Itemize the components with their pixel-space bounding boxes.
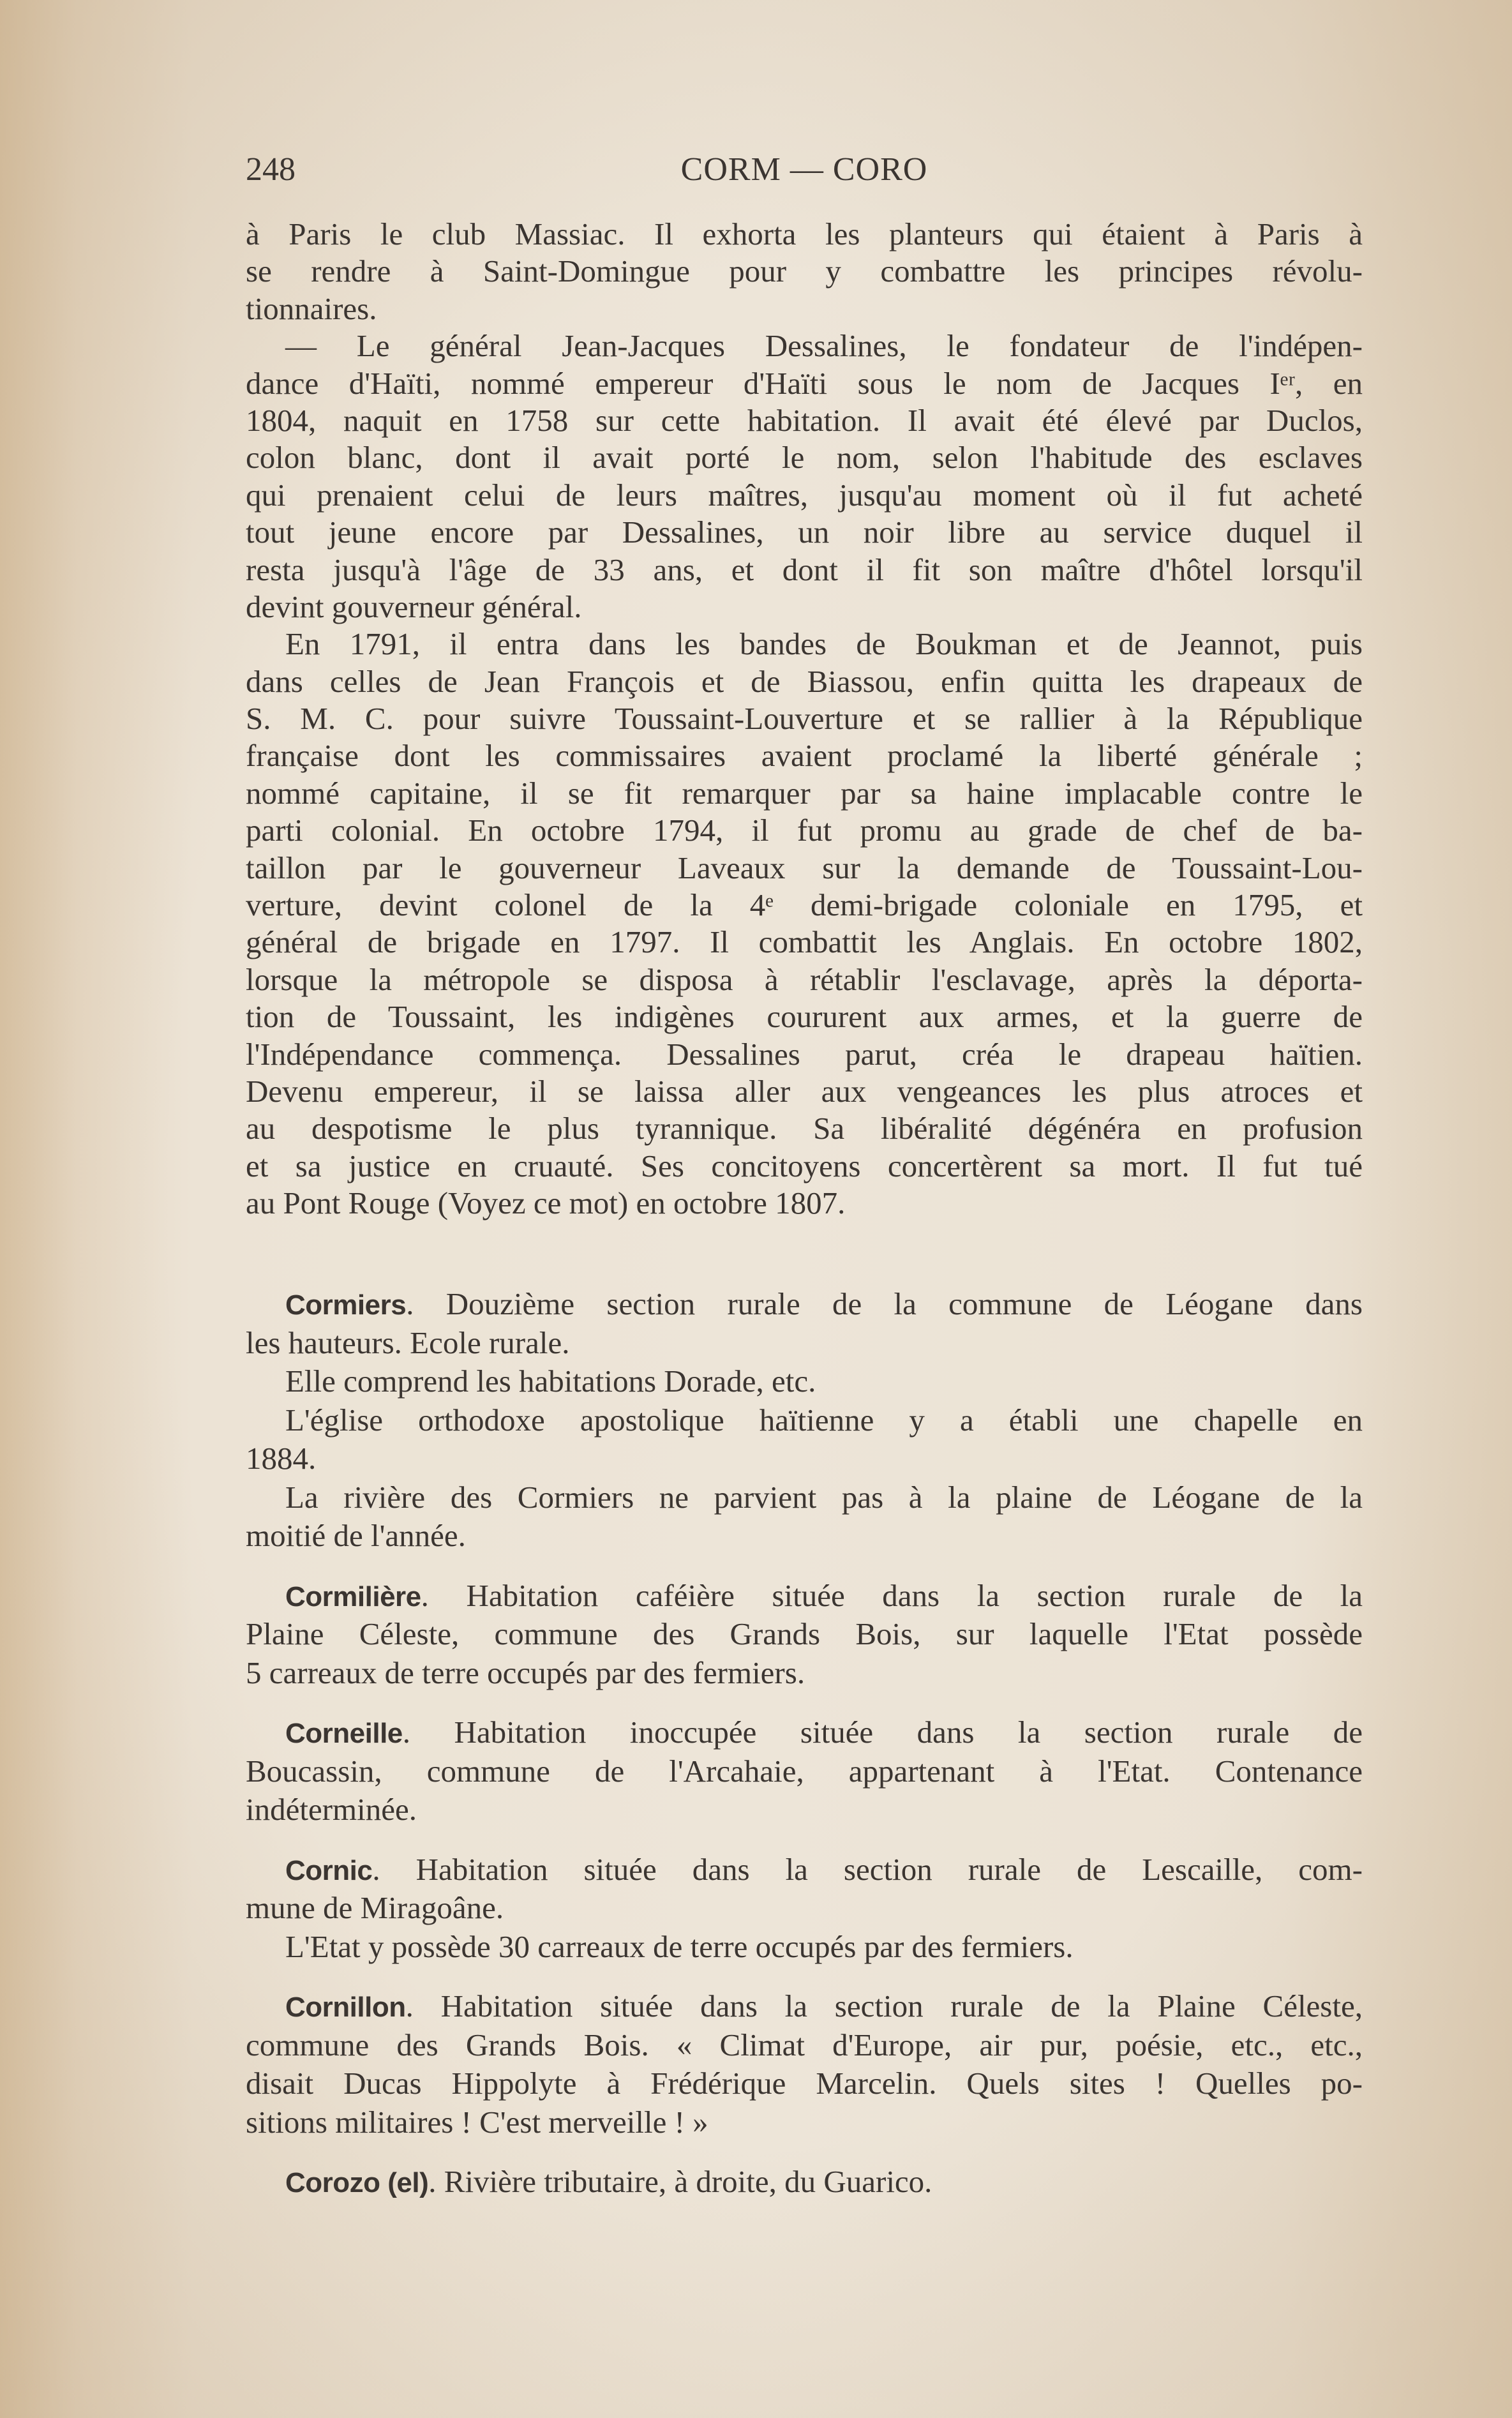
text-line <box>246 1148 1363 1185</box>
text-line <box>246 2163 1363 2202</box>
text-line <box>246 1185 1363 1222</box>
line-text: . Rivière tributaire, à droite, du Guarico. <box>428 2164 932 2199</box>
text-line <box>246 1752 1363 1791</box>
text-line <box>246 1324 1363 1363</box>
line-text: 5 carreaux de terre occupés par des fermiers. <box>246 1655 805 1690</box>
text-line <box>246 924 1363 961</box>
line-text: dance d'Haïti, nommé empereur d'Haïti sous le nom de Jacques Iᵉʳ, en <box>246 365 1363 401</box>
dictionary-entry <box>246 1577 1363 1693</box>
line-text: Devenu empereur, il se laissa aller aux vengeances les plus atroces et <box>246 1073 1363 1109</box>
paragraph <box>246 1401 1363 1478</box>
text-line <box>246 439 1363 476</box>
text-line <box>246 402 1363 439</box>
text-line <box>246 1517 1363 1556</box>
text-line <box>246 1478 1363 1517</box>
line-text: moitié de l'année. <box>246 1518 466 1553</box>
line-text: commune des Grands Bois. « Climat d'Europe, air pur, poésie, etc., etc., <box>246 2027 1363 2062</box>
text-line <box>246 365 1363 402</box>
line-text: française dont les commissaires avaient proclamé la liberté générale ; <box>246 738 1363 774</box>
line-text: — Le général Jean-Jacques Dessalines, le fondateur de l'indépen- <box>285 328 1363 364</box>
text-line <box>246 1073 1363 1110</box>
dictionary-entry <box>246 1987 1363 2142</box>
text-line <box>246 1401 1363 1440</box>
line-text: tionnaires. <box>246 290 377 326</box>
running-head: CORM — CORO <box>680 151 928 188</box>
text-line <box>246 1791 1363 1829</box>
text-line <box>246 961 1363 998</box>
paragraph <box>246 327 1363 626</box>
text-line <box>246 1036 1363 1073</box>
text-line <box>246 812 1363 849</box>
line-text: Boucassin, commune de l'Arcahaie, appartenant à l'Etat. Contenance <box>246 1753 1363 1789</box>
text-line <box>246 2064 1363 2103</box>
text-line <box>246 998 1363 1035</box>
line-text: colon blanc, dont il avait porté le nom, selon l'habitude des esclaves <box>246 440 1363 476</box>
line-text: disait Ducas Hippolyte à Frédérique Marcelin. Quels sites ! Quelles po- <box>246 2066 1363 2101</box>
text-line <box>246 2026 1363 2065</box>
dictionary-entries <box>246 1285 1363 2223</box>
line-text: . Douzième section rurale de la commune de Léogane dans <box>406 1286 1363 1321</box>
paragraph <box>246 1987 1363 2142</box>
paragraph <box>246 1285 1363 1362</box>
text-line <box>246 1987 1363 2026</box>
dictionary-entry <box>246 1285 1363 1556</box>
text-line <box>246 327 1363 364</box>
line-text: L'Etat y possède 30 carreaux de terre occupés par des fermiers. <box>285 1928 1074 1964</box>
text-line <box>246 1889 1363 1928</box>
line-text: à Paris le club Massiac. Il exhorta les planteurs qui étaient à Paris à <box>246 216 1363 252</box>
line-text: parti colonial. En octobre 1794, il fut promu au grade de chef de ba- <box>246 813 1363 848</box>
line-text: lorsque la métropole se disposa à rétablir l'esclavage, après la déporta- <box>246 961 1363 997</box>
paragraph <box>246 1362 1363 1401</box>
line-text: L'église orthodoxe apostolique haïtienne y a établi une chapelle en <box>285 1402 1363 1438</box>
line-text: général de brigade en 1797. Il combattit les Anglais. En octobre 1802, <box>246 924 1363 960</box>
dictionary-entry <box>246 1851 1363 1967</box>
line-text: se rendre à Saint-Domingue pour y combattre les principes révolu- <box>246 253 1363 289</box>
line-text: . Habitation située dans la section rurale de Lescaille, com- <box>372 1851 1363 1887</box>
line-text: . Habitation située dans la section rurale de la Plaine Céleste, <box>405 1988 1363 2024</box>
line-text: . Habitation inoccupée située dans la section rurale de <box>402 1715 1363 1750</box>
entry-headword: Corneille <box>285 1718 403 1749</box>
text-line <box>246 1654 1363 1693</box>
continued-article-text <box>246 216 1363 1222</box>
paragraph <box>246 1478 1363 1556</box>
line-text: tout jeune encore par Dessalines, un noir libre au service duquel il <box>246 514 1363 550</box>
line-text: 1884. <box>246 1441 317 1476</box>
line-text: 1804, naquit en 1758 sur cette habitation. Il avait été élevé par Duclos, <box>246 402 1363 438</box>
text-line <box>246 1362 1363 1401</box>
line-text: resta jusqu'à l'âge de 33 ans, et dont il fit son maître d'hôtel lorsqu'il <box>246 552 1363 587</box>
paragraph <box>246 1577 1363 1693</box>
line-text: au despotisme le plus tyrannique. Sa libéralité dégénéra en profusion <box>246 1111 1363 1146</box>
text-line <box>246 1577 1363 1616</box>
line-text: mune de Miragoâne. <box>246 1890 504 1925</box>
text-line <box>246 216 1363 253</box>
text-line <box>246 850 1363 887</box>
line-text: Elle comprend les habitations Dorade, etc. <box>285 1363 816 1399</box>
text-line <box>246 514 1363 551</box>
line-text: sitions militaires ! C'est merveille ! » <box>246 2104 708 2140</box>
text-line <box>246 775 1363 812</box>
paragraph <box>246 1928 1363 1967</box>
text-line <box>246 626 1363 663</box>
paragraph <box>246 216 1363 327</box>
entry-headword: Cormiers <box>285 1289 407 1321</box>
page-number: 248 <box>246 151 296 188</box>
text-line <box>246 477 1363 514</box>
line-text: S. M. C. pour suivre Toussaint-Louverture et se rallier à la République <box>246 701 1363 737</box>
text-line <box>246 1713 1363 1752</box>
text-line <box>246 290 1363 327</box>
line-text: au Pont Rouge (Voyez ce mot) en octobre 1807. <box>246 1185 846 1221</box>
entry-headword: Cormilière <box>285 1581 421 1612</box>
text-line <box>246 589 1363 626</box>
line-text: qui prenaient celui de leurs maîtres, jusqu'au moment où il fut acheté <box>246 477 1363 513</box>
paragraph <box>246 1851 1363 1928</box>
line-text: indéterminée. <box>246 1792 417 1827</box>
text-line <box>246 1851 1363 1889</box>
line-text: verture, devint colonel de la 4ᵉ demi-brigade coloniale en 1795, et <box>246 887 1363 923</box>
line-text: En 1791, il entra dans les bandes de Boukman et de Jeannot, puis <box>285 626 1363 662</box>
line-text: Plaine Céleste, commune des Grands Bois, sur laquelle l'Etat possède <box>246 1616 1363 1651</box>
text-line <box>246 737 1363 774</box>
line-text: nommé capitaine, il se fit remarquer par sa haine implacable contre le <box>246 775 1363 811</box>
paragraph <box>246 2163 1363 2202</box>
text-line <box>246 1285 1363 1324</box>
paragraph <box>246 1713 1363 1829</box>
line-text: dans celles de Jean François et de Biassou, enfin quitta les drapeaux de <box>246 663 1363 699</box>
text-line <box>246 1928 1363 1967</box>
line-text: et sa justice en cruauté. Ses concitoyens concertèrent sa mort. Il fut tué <box>246 1148 1363 1183</box>
page-header <box>246 151 1363 189</box>
line-text: La rivière des Cormiers ne parvient pas à la plaine de Léogane de la <box>285 1479 1363 1515</box>
entry-headword: Cornic <box>285 1854 373 1886</box>
text-line <box>246 887 1363 924</box>
paragraph <box>246 626 1363 1222</box>
line-text: les hauteurs. Ecole rurale. <box>246 1325 570 1360</box>
text-line <box>246 552 1363 589</box>
entry-headword: Cornillon <box>285 1992 406 2023</box>
text-line <box>246 1615 1363 1654</box>
line-text: l'Indépendance commença. Dessalines parut, créa le drapeau haïtien. <box>246 1036 1363 1072</box>
line-text: tion de Toussaint, les indigènes coururent aux armes, et la guerre de <box>246 999 1363 1035</box>
text-line <box>246 253 1363 290</box>
text-line <box>246 663 1363 700</box>
line-text: taillon par le gouverneur Laveaux sur la demande de Toussaint-Lou- <box>246 850 1363 885</box>
text-line <box>246 1110 1363 1147</box>
entry-headword: Corozo (el) <box>285 2167 429 2198</box>
line-text: . Habitation caféière située dans la section rurale de la <box>421 1577 1363 1613</box>
text-line <box>246 2103 1363 2142</box>
text-line <box>246 1439 1363 1478</box>
line-text: devint gouverneur général. <box>246 589 582 624</box>
dictionary-entry <box>246 1713 1363 1829</box>
text-line <box>246 700 1363 737</box>
dictionary-entry <box>246 2163 1363 2202</box>
